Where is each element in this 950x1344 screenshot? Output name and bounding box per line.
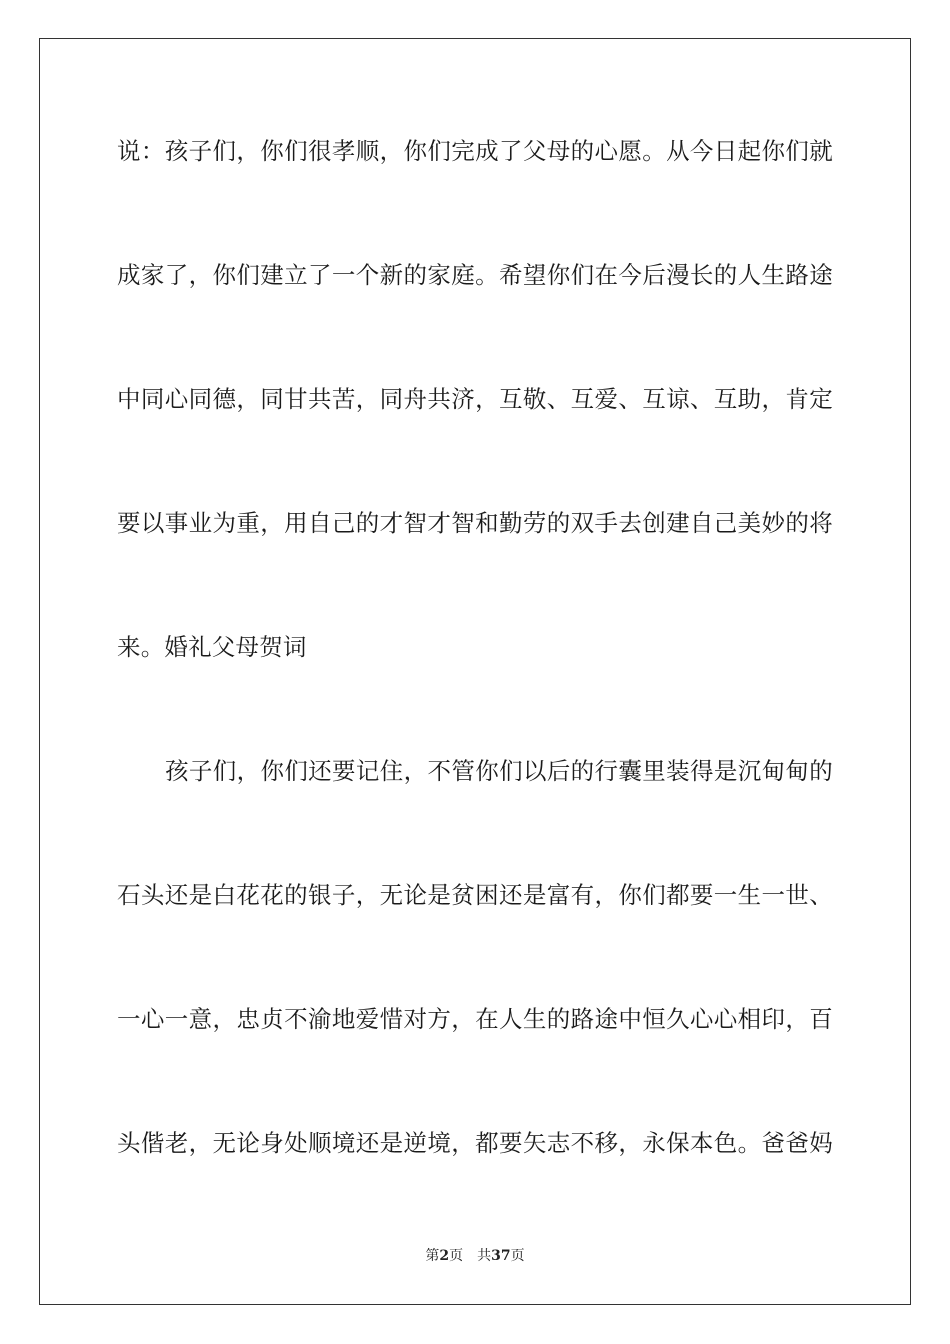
body-line: 一心一意，忠贞不渝地爱惜对方，在人生的路途中恒久心心相印，百 <box>117 1005 833 1033</box>
paragraph-first-line: 孩子们，你们还要记住，不管你们以后的行囊里装得是沉甸甸的 <box>165 757 833 785</box>
body-line: 石头还是白花花的银子，无论是贫困还是富有，你们都要一生一世、 <box>117 881 833 909</box>
body-line: 头偕老，无论身处顺境还是逆境，都要矢志不移，永保本色。爸爸妈 <box>117 1129 833 1157</box>
page-footer <box>0 1247 950 1265</box>
total-pages: 37 <box>491 1248 511 1264</box>
body-line: 说：孩子们，你们很孝顺，你们完成了父母的心愿。从今日起你们就 <box>117 137 833 165</box>
body-line: 中同心同德，同甘共苦，同舟共济，互敬、互爱、互谅、互助，肯定 <box>117 385 833 413</box>
body-line: 要以事业为重，用自己的才智才智和勤劳的双手去创建自己美妙的将 <box>117 509 833 537</box>
body-line: 来。婚礼父母贺词 <box>117 633 307 661</box>
total-prefix: 共 <box>477 1248 492 1264</box>
page-suffix: 页 <box>449 1248 464 1264</box>
body-line: 成家了，你们建立了一个新的家庭。希望你们在今后漫长的人生路途 <box>117 261 833 289</box>
page-prefix: 第 <box>425 1248 440 1264</box>
page-number: 2 <box>439 1248 450 1264</box>
page-border <box>39 38 911 1305</box>
total-suffix: 页 <box>510 1248 525 1264</box>
